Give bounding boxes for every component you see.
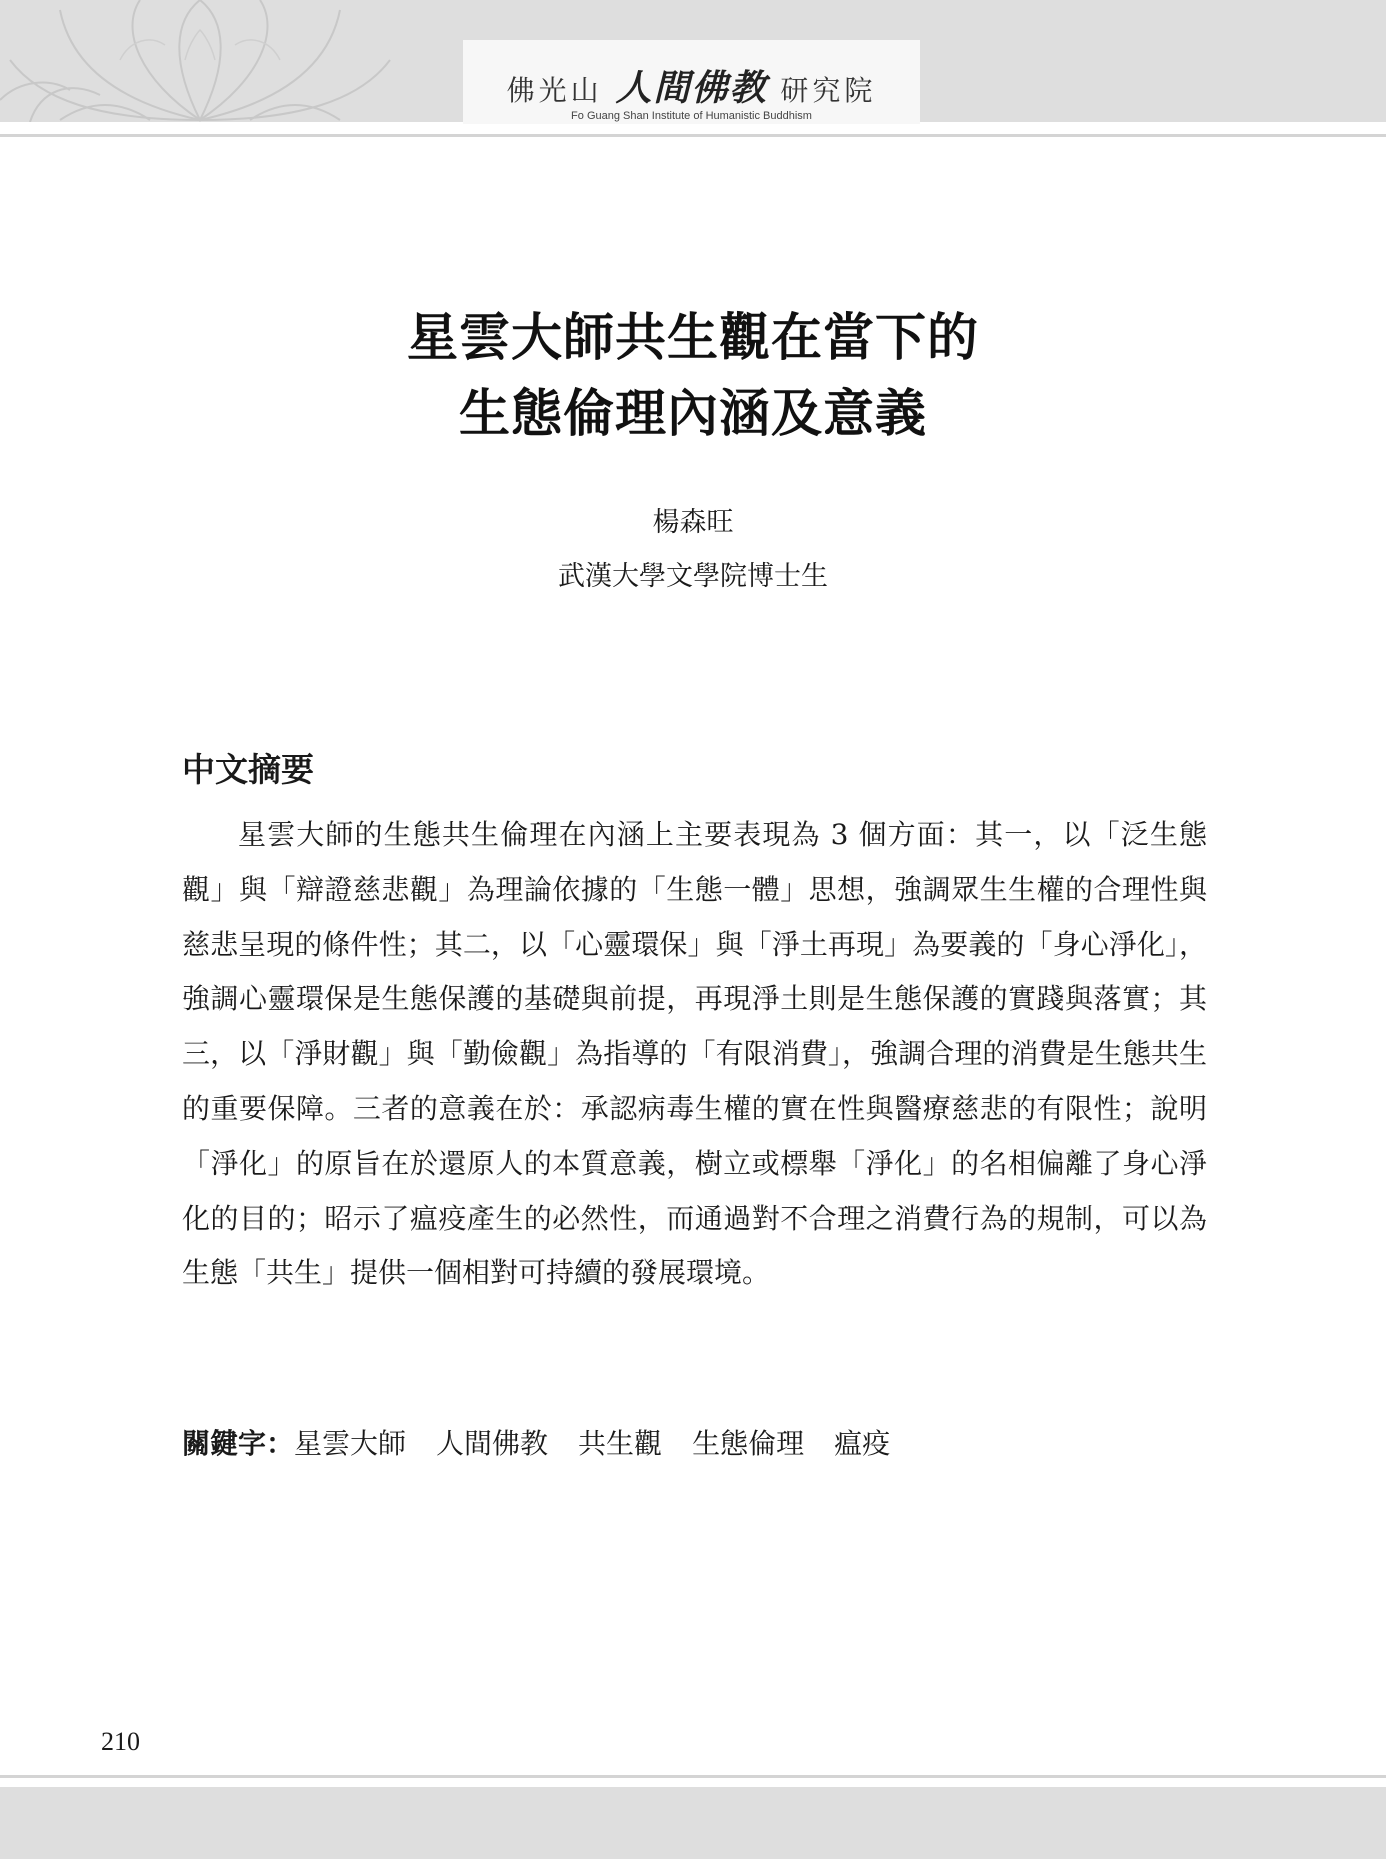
logo-chinese xyxy=(463,60,920,111)
logo-english: Fo Guang Shan Institute of Humanistic Buddhism xyxy=(571,110,812,122)
header-band xyxy=(0,0,1386,122)
abstract-text: 星雲大師的生態共生倫理在內涵上主要表現為 3 個方面：其一，以「泛生態觀」與「辯證慈悲觀」為理論依據的「生態一體」思想，強調眾生生權的合理性與慈悲呈現的條件性；其二，以「心靈環保」與「淨土再現」為要義的「身心淨化」，強調心靈環保是生態保護的基礎與前提，再現淨土則是生態保護的實踐與落實；其三，以「淨財觀」與「勤儉觀」為指導的「有限消費」，強調合理的消費是生態共生的重要保障。三者的意義在於：承認病毒生權的實在性與醫療慈悲的有限性；說明「淨化」的原旨在於還原人的本質意義，樹立或標舉「淨化」的名相偏離了身心淨化的目的；昭示了瘟疫產生的必然性，而通過對不合理之消費行為的規制，可以為生態「共生」提供一個相對可持續的發展環境。 xyxy=(182,818,1207,1290)
abstract-heading: 中文摘要 xyxy=(182,750,314,789)
page-number: 210 xyxy=(101,1727,140,1756)
footer-band xyxy=(0,1787,1386,1859)
author-name: 楊森旺 xyxy=(652,507,734,538)
keyword: 瘟疫 xyxy=(834,1427,891,1460)
keyword: 共生觀 xyxy=(578,1427,663,1460)
keywords-line xyxy=(182,1424,920,1464)
institute-logo xyxy=(463,40,920,124)
keyword: 人間佛教 xyxy=(436,1427,549,1460)
logo-main-calligraphy: 人間佛教 xyxy=(615,67,768,109)
logo-prefix: 佛光山 xyxy=(506,74,603,107)
title-line-2: 生態倫理內涵及意義 xyxy=(458,384,927,444)
keywords-label: 關鍵字： xyxy=(182,1427,295,1460)
title-line-1: 星雲大師共生觀在當下的 xyxy=(406,308,979,368)
keyword: 星雲大師 xyxy=(294,1427,407,1460)
keyword: 生態倫理 xyxy=(692,1427,805,1460)
author-affiliation: 武漢大學文學院博士生 xyxy=(558,561,828,592)
article-title xyxy=(0,300,1386,452)
header-divider xyxy=(0,134,1386,137)
logo-suffix: 研究院 xyxy=(780,74,877,107)
lotus-ornament-icon xyxy=(0,0,400,122)
footer-divider xyxy=(0,1775,1386,1778)
